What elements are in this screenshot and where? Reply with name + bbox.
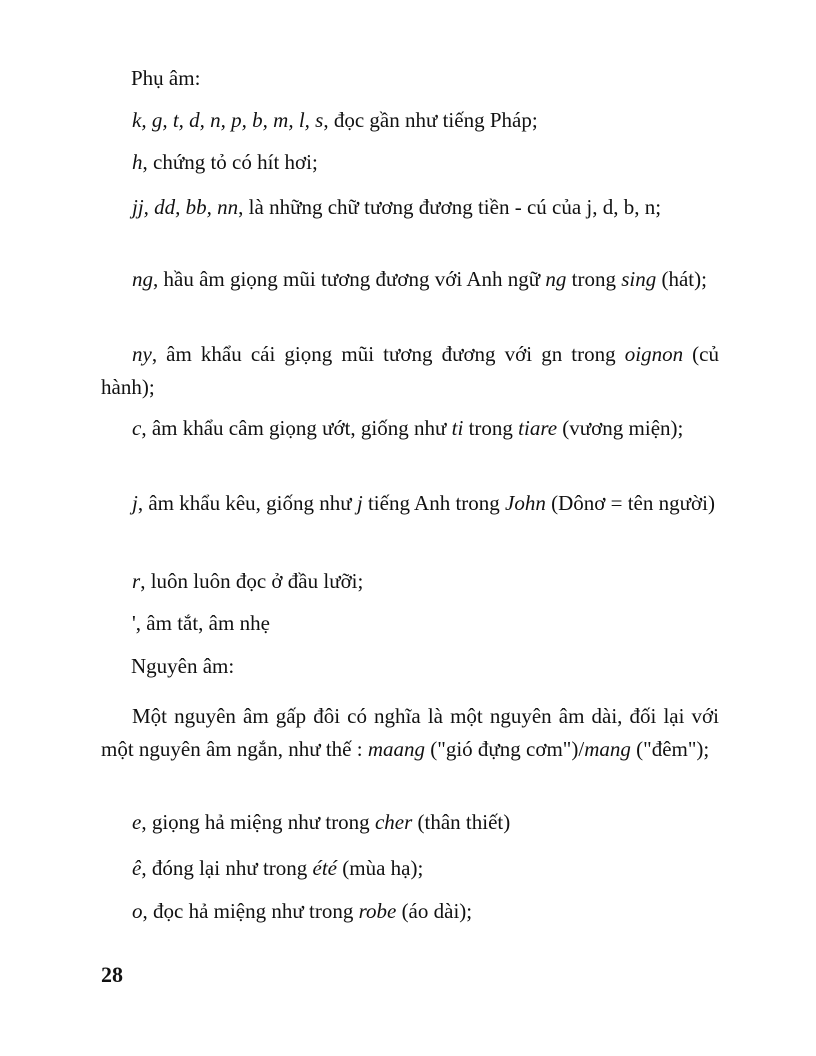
heading-vowels-text: Nguyên âm: <box>131 654 235 678</box>
heading-consonants-text: Phụ âm: <box>131 66 201 90</box>
term: e <box>132 810 142 834</box>
paragraph-o <box>101 895 719 928</box>
heading-consonants <box>131 62 719 95</box>
description: (hát); <box>656 267 707 291</box>
description: , hầu âm giọng mũi tương đương với Anh ngữ <box>153 267 546 291</box>
term: k, g, t, d, n, p, b, m, l, s <box>132 108 324 132</box>
term: cher <box>374 810 413 834</box>
description: ("đêm"); <box>630 737 710 761</box>
description: , là những chữ tương đương tiền - cú của j, d, b, n; <box>238 195 662 219</box>
term: j <box>132 491 138 515</box>
paragraph-apostrophe <box>101 607 719 640</box>
description: (vương miện); <box>557 416 684 440</box>
paragraph-h <box>101 146 719 179</box>
term: John <box>505 491 546 515</box>
term: maang <box>367 737 426 761</box>
description: ', âm tắt, âm nhẹ <box>132 611 270 635</box>
term: été <box>312 856 338 880</box>
description: (áo dài); <box>396 899 473 923</box>
heading-vowels <box>131 650 719 683</box>
paragraph-double-vowel <box>101 700 719 766</box>
term: j <box>356 491 363 515</box>
term: ny <box>132 342 152 366</box>
description: (mùa hạ); <box>337 856 424 880</box>
description: , âm khẩu cái giọng mũi tương đương với gn trong <box>151 342 625 366</box>
paragraph-j <box>101 487 719 520</box>
description: , đóng lại như trong <box>141 856 313 880</box>
term: o <box>132 899 143 923</box>
paragraph-jj-dd <box>101 191 719 224</box>
paragraph-ny <box>101 338 719 404</box>
paragraph-r <box>101 565 719 598</box>
description: , âm khẩu kêu, giống như <box>137 491 357 515</box>
term: ê <box>132 856 142 880</box>
description: (củ hành); <box>101 342 719 399</box>
page-number: 28 <box>101 962 123 987</box>
description: (thân thiết) <box>412 810 511 834</box>
term: tiare <box>518 416 558 440</box>
description: , giọng hả miệng như trong <box>141 810 375 834</box>
description: trong <box>566 267 622 291</box>
description: trong <box>463 416 519 440</box>
term: mang <box>584 737 631 761</box>
description: tiếng Anh trong <box>362 491 506 515</box>
description: , luôn luôn đọc ở đầu lưỡi; <box>140 569 364 593</box>
description: , đọc hả miệng như trong <box>142 899 359 923</box>
term: robe <box>358 899 397 923</box>
description: , đọc gần như tiếng Pháp; <box>323 108 538 132</box>
term: oignon <box>624 342 684 366</box>
description: ("gió đựng cơm")/ <box>425 737 585 761</box>
term: h <box>132 150 143 174</box>
paragraph-c <box>101 412 719 445</box>
description: , chứng tỏ có hít hơi; <box>142 150 318 174</box>
paragraph-k-g-t <box>101 104 719 137</box>
term: ng <box>545 267 567 291</box>
term: ti <box>451 416 464 440</box>
description: , âm khẩu câm giọng ướt, giống như <box>141 416 452 440</box>
paragraph-e <box>101 806 719 839</box>
term: r <box>132 569 141 593</box>
paragraph-e-circumflex <box>101 852 719 885</box>
term: c <box>132 416 142 440</box>
term: sing <box>621 267 657 291</box>
paragraph-ng <box>101 263 719 296</box>
term: jj, dd, bb, nn <box>132 195 239 219</box>
description: Một nguyên âm gấp đôi có nghĩa là một nguyên âm dài, đối lại với một nguyên âm ngắn, như thế : <box>101 704 719 761</box>
term: ng <box>132 267 153 291</box>
description: (Dônơ = tên người) <box>545 491 715 515</box>
